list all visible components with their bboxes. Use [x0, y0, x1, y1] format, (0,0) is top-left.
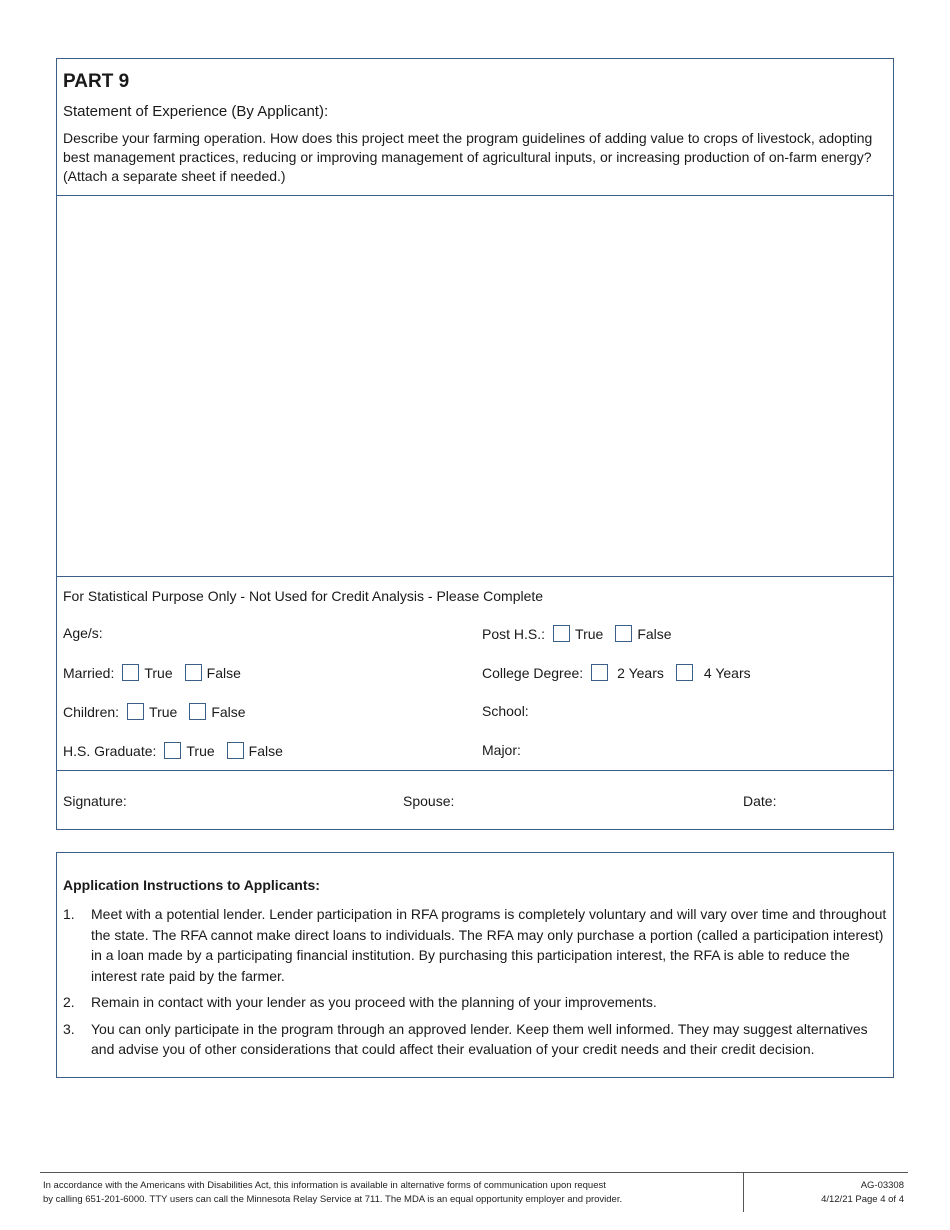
post-hs-field [482, 625, 676, 642]
married-field [63, 664, 245, 681]
item-number: 1. [63, 906, 75, 922]
children-false-checkbox[interactable] [189, 703, 206, 720]
spouse-label: Spouse: [403, 793, 455, 809]
item-number: 3. [63, 1020, 75, 1037]
married-true-checkbox[interactable] [122, 664, 139, 681]
part-subtitle: Statement of Experience (By Applicant): [63, 103, 329, 120]
major-label: Major: [482, 742, 521, 758]
ages-label: Age/s: [63, 625, 103, 641]
part-title: PART 9 [63, 71, 130, 92]
college-2-years-checkbox[interactable] [591, 664, 608, 681]
ada-line-1: In accordance with the Americans with Disabilities Act, this information is available in alternative forms of communication upon request [43, 1180, 606, 1191]
hs-graduate-true-checkbox[interactable] [164, 742, 181, 759]
ages-field[interactable] [63, 625, 103, 641]
item-text: Remain in contact with your lender as you proceed with the planning of your improvements. [91, 994, 657, 1010]
post-hs-label: Post H.S.: [482, 625, 546, 642]
list-item [63, 904, 889, 986]
married-true-label: True [144, 664, 173, 681]
children-true-checkbox[interactable] [127, 703, 144, 720]
item-text: Meet with a potential lender. Lender participation in RFA programs is completely voluntary and will vary over time and throughout the state. The RFA cannot make direct loans to individuals. The RFA may only purchase a portion (called a participation interest) in a loan made by a participating financial institution. By purchasing this participation interest, the RFA is able to reduce the interest rate paid by the farmer. [91, 906, 887, 984]
item-number: 2. [63, 994, 75, 1010]
married-false-checkbox[interactable] [185, 664, 202, 681]
post-hs-false-label: False [637, 625, 672, 642]
college-2-years-label: 2 Years [617, 664, 664, 681]
children-label: Children: [63, 703, 120, 720]
list-item [63, 992, 889, 1013]
footer-ada-notice [43, 1179, 622, 1207]
hs-graduate-true-label: True [186, 742, 215, 759]
married-false-label: False [206, 664, 241, 681]
post-hs-true-label: True [575, 625, 604, 642]
date-label: Date: [743, 793, 777, 809]
footer-form-info [821, 1179, 904, 1207]
hs-graduate-field [63, 742, 287, 759]
list-item [63, 1019, 889, 1060]
experience-text-area[interactable] [57, 196, 893, 576]
college-4-years-checkbox[interactable] [676, 664, 693, 681]
statistical-title: For Statistical Purpose Only - Not Used for Credit Analysis - Please Complete [63, 588, 544, 604]
hs-graduate-false-checkbox[interactable] [227, 742, 244, 759]
major-field[interactable] [482, 742, 521, 758]
school-label: School: [482, 703, 529, 719]
part9-section [56, 58, 894, 830]
divider [57, 770, 893, 771]
college-degree-field [482, 664, 755, 681]
form-number: AG-03308 [860, 1180, 904, 1191]
hs-graduate-label: H.S. Graduate: [63, 742, 157, 759]
item-text: You can only participate in the program through an approved lender. Keep them well informed. They may suggest alternatives and advise you of other considerations that could affect their evaluation of your credit needs and their credit decision. [91, 1020, 868, 1057]
post-hs-true-checkbox[interactable] [553, 625, 570, 642]
post-hs-false-checkbox[interactable] [615, 625, 632, 642]
date-page: 4/12/21 Page 4 of 4 [821, 1194, 904, 1205]
hs-graduate-false-label: False [248, 742, 283, 759]
college-4-years-label: 4 Years [703, 664, 751, 681]
children-field [63, 703, 250, 720]
school-field[interactable] [482, 703, 529, 719]
instructions-title: Application Instructions to Applicants: [63, 877, 320, 893]
married-label: Married: [63, 664, 115, 681]
ada-line-2: by calling 651-201-6000. TTY users can call the Minnesota Relay Service at 711. The MDA is an equal opportunity employer and provider. [43, 1194, 623, 1205]
instructions-section [56, 852, 894, 1078]
part-description: Describe your farming operation. How does this project meet the program guidelines of adding value to crops of livestock, adopting best management practices, reducing or improving management of agricultural inputs, or increasing production of on-farm energy? (Attach a separate sheet if needed.) [63, 130, 873, 184]
signature-label: Signature: [63, 793, 127, 809]
instructions-list [63, 904, 889, 1066]
divider [57, 576, 893, 577]
college-degree-label: College Degree: [482, 664, 584, 681]
footer-divider [743, 1172, 744, 1212]
children-true-label: True [149, 703, 178, 720]
children-false-label: False [211, 703, 246, 720]
footer-rule [40, 1172, 908, 1173]
